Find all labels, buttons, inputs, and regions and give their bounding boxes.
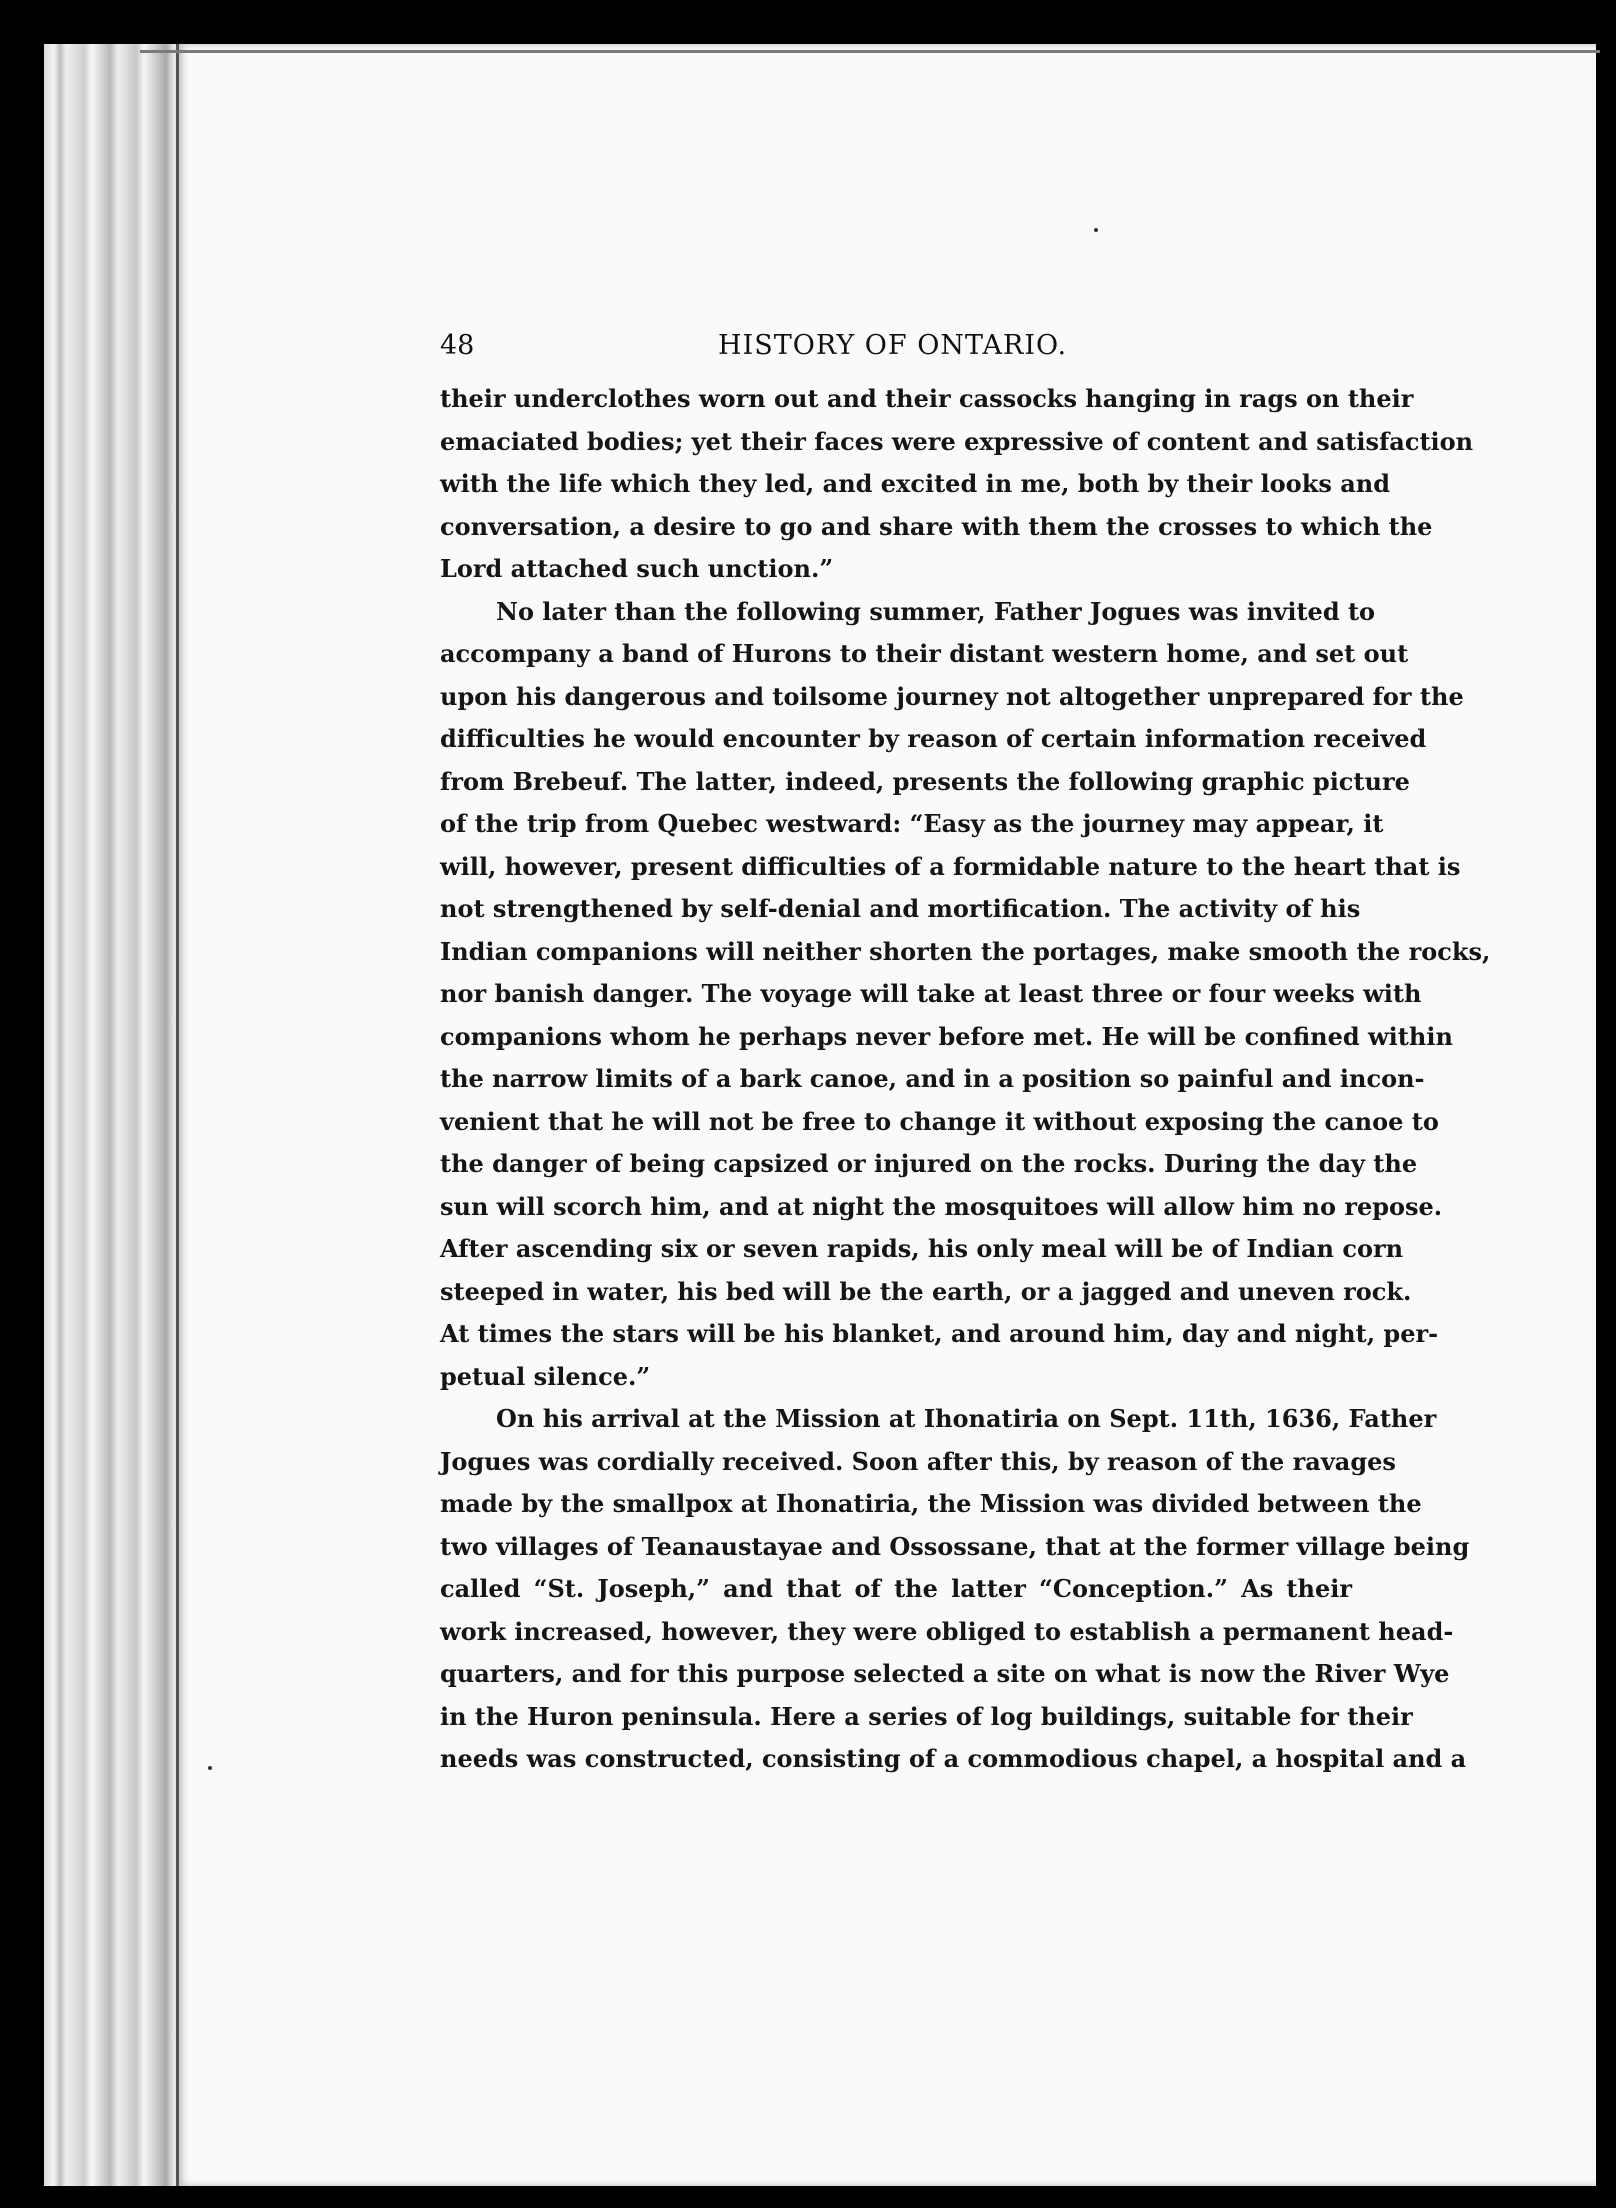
gutter-shadow (176, 44, 179, 2186)
text-line: On his arrival at the Mission at Ihonatiria on Sept. 11th, 1636, Father (496, 1404, 1437, 1433)
dust-speck (1094, 228, 1098, 232)
text-line: Jogues was cordially received. Soon after this, by reason of the ravages (440, 1446, 1396, 1476)
text-line: sun will scorch him, and at night the mosquitoes will allow him no repose. (440, 1191, 1443, 1221)
text-line: of the trip from Quebec westward: “Easy as the journey may appear, it (440, 809, 1384, 838)
text-line: the narrow limits of a bark canoe, and in a position so painful and incon- (440, 1064, 1425, 1093)
paragraph (440, 1398, 1470, 1781)
text-line: work increased, however, they were obliged to establish a permanent head- (440, 1616, 1454, 1646)
text-line: not strengthened by self-denial and mortification. The activity of his (440, 894, 1361, 923)
text-line: two villages of Teanaustayae and Ossossane, that at the former village being (440, 1531, 1470, 1561)
paragraph (440, 378, 1474, 591)
text-line: the danger of being capsized or injured on the rocks. During the day the (440, 1149, 1418, 1178)
text-line: will, however, present difficulties of a formidable nature to the heart that is (440, 851, 1461, 881)
text-line: At times the stars will be his blanket, and around him, day and night, per- (440, 1319, 1439, 1348)
text-line: in the Huron peninsula. Here a series of log buildings, suitable for their (440, 1701, 1413, 1731)
text-line: nor banish danger. The voyage will take at least three or four weeks with (440, 979, 1422, 1008)
body-text (440, 378, 1491, 1781)
text-line: with the life which they led, and excited in me, both by their looks and (440, 469, 1390, 498)
text-line: emaciated bodies; yet their faces were expressive of content and satisfaction (440, 426, 1474, 456)
page-header (440, 330, 1360, 374)
text-line: companions whom he perhaps never before met. He will be confined within (440, 1021, 1453, 1051)
paragraph (440, 591, 1491, 1399)
text-line: No later than the following summer, Father Jogues was invited to (496, 596, 1376, 626)
text-line: accompany a band of Hurons to their distant western home, and set out (440, 639, 1409, 668)
text-line: Lord attached such unction.” (440, 554, 834, 583)
text-line: quarters, and for this purpose selected a site on what is now the River Wye (440, 1659, 1450, 1688)
text-line: steeped in water, his bed will be the earth, or a jagged and uneven rock. (440, 1276, 1412, 1306)
text-line: needs was constructed, consisting of a commodious chapel, a hospital and a (440, 1744, 1467, 1773)
book-page-edges (44, 44, 194, 2186)
text-line: Indian companions will neither shorten the portages, make smooth the rocks, (440, 936, 1491, 966)
text-line: from Brebeuf. The latter, indeed, presents the following graphic picture (440, 766, 1410, 796)
text-line: After ascending six or seven rapids, his only meal will be of Indian corn (440, 1234, 1404, 1263)
text-line: upon his dangerous and toilsome journey not altogether unprepared for the (440, 681, 1464, 711)
text-line: conversation, a desire to go and share with them the crosses to which the (440, 511, 1433, 541)
text-line: venient that he will not be free to change it without exposing the canoe to (440, 1106, 1439, 1136)
text-line: petual silence.” (440, 1361, 651, 1391)
text-line: called “St. Joseph,” and that of the latter “Conception.” As their (440, 1574, 1352, 1603)
top-edge (140, 50, 1600, 53)
running-head: HISTORY OF ONTARIO. (718, 330, 1068, 361)
text-line: made by the smallpox at Ihonatiria, the Mission was divided between the (440, 1489, 1422, 1518)
dust-speck (208, 1766, 212, 1770)
text-line: their underclothes worn out and their cassocks hanging in rags on their (440, 384, 1414, 413)
text-line: difficulties he would encounter by reason of certain information received (440, 724, 1427, 753)
page-number: 48 (440, 330, 475, 361)
